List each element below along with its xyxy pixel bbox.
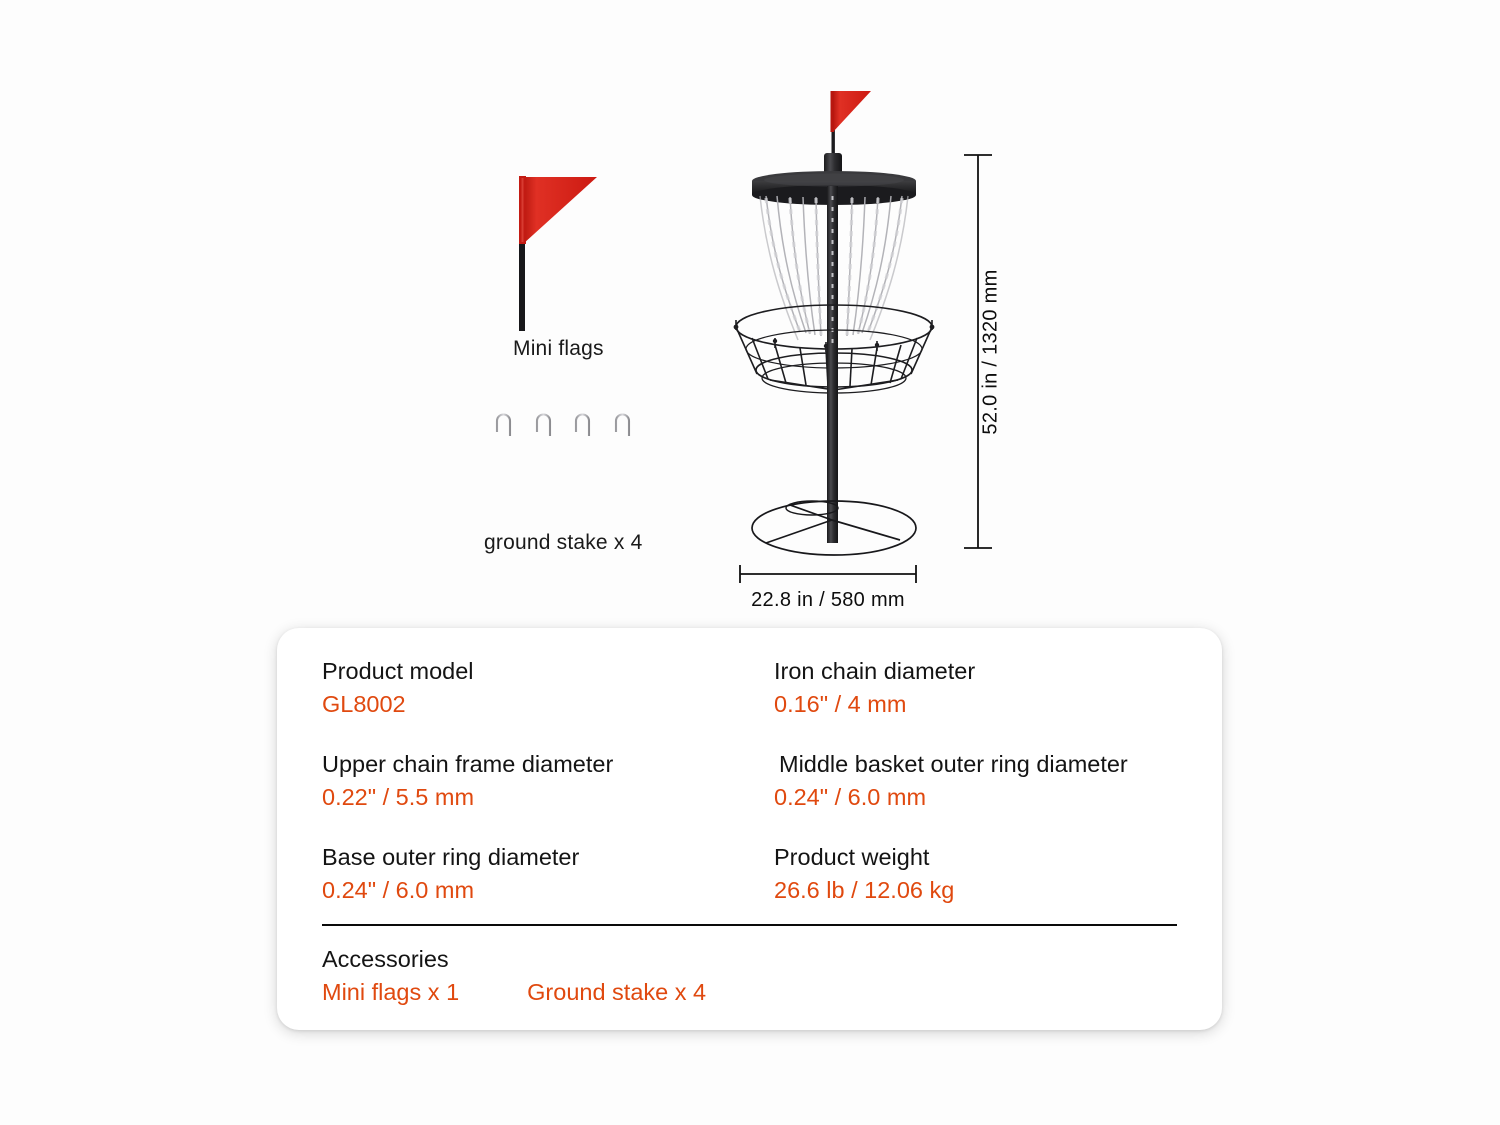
mini-flags-caption: Mini flags [513,337,604,360]
accessories-section [322,944,1182,1007]
spec-item-iron-chain-diameter [774,656,1182,749]
disc-golf-basket-illustration [734,91,992,583]
spec-item-base-outer-ring-diameter [322,842,774,935]
ground-stakes-illustration [497,415,629,512]
spec-label: Product model [322,658,474,684]
specification-card [277,628,1222,1030]
spec-label: Base outer ring diameter [322,844,580,870]
accessories-items [322,977,1182,1007]
spec-label: Upper chain frame diameter [322,751,614,777]
spec-value: 26.6 lb / 12.06 kg [774,877,955,904]
spec-label: Iron chain diameter [774,658,976,684]
accessories-title: Accessories [322,946,449,972]
spec-value: 0.24" / 6.0 mm [322,877,475,904]
spec-label: Middle basket outer ring diameter [779,751,1128,777]
spec-value: 0.22" / 5.5 mm [322,784,475,811]
spec-item-middle-basket-outer-ring-diameter [774,749,1182,842]
spec-item-product-model [322,656,774,749]
height-dimension-label: 52.0 in / 1320 mm [979,269,1002,435]
spec-item-product-weight [774,842,1182,935]
spec-value: GL8002 [322,691,406,718]
accessory-item-ground-stake: Ground stake x 4 [527,979,707,1006]
specification-grid [322,656,1182,935]
spec-value: 0.16" / 4 mm [774,691,907,718]
spec-label: Product weight [774,844,930,870]
ground-stake-caption: ground stake x 4 [484,531,643,554]
spec-item-upper-chain-frame-diameter [322,749,774,842]
mini-flag-illustration [519,176,597,331]
spec-value: 0.24" / 6.0 mm [774,784,927,811]
accessory-item-mini-flags: Mini flags x 1 [322,979,460,1006]
spec-divider [322,924,1177,926]
width-dimension-label: 22.8 in / 580 mm [751,589,905,611]
width-dimension-line [740,565,916,583]
